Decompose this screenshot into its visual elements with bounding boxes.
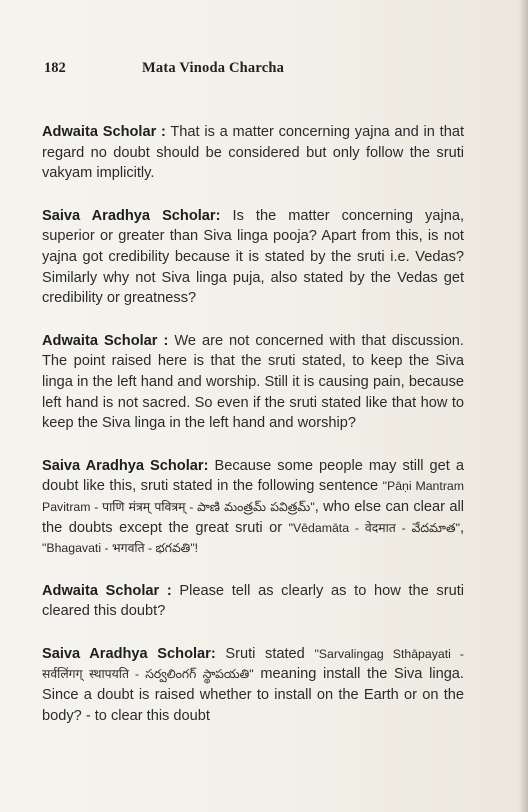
dialogue-paragraph (42, 331, 464, 434)
devanagari-text: सर्वलिंगग् स्थापयति (42, 667, 129, 682)
quote-transliteration: "Sarvalingag Sthāpayati - (314, 646, 464, 661)
speaker-label: Adwaita Scholar : (42, 582, 172, 599)
speaker-label: Saiva Aradhya Scholar: (42, 457, 209, 474)
paragraph-text: , who else can clear all the doubts except the great sruti or (42, 498, 464, 536)
devanagari-text: वेदमात (364, 520, 396, 535)
speaker-label: Adwaita Scholar : (42, 332, 169, 349)
telugu-text: భగవతి (155, 541, 191, 556)
speaker-label: Saiva Aradhya Scholar: (42, 645, 216, 662)
paragraph-text: meaning install the Siva linga. Since a doubt is raised whether to install on the Earth or on the body? - to clear this doubt (42, 666, 464, 724)
quote-end: "! (190, 541, 199, 556)
quote-end: " (249, 667, 254, 682)
separator: - (128, 667, 146, 682)
devanagari-text: पाणि मंत्रम् पवित्रम् (102, 499, 186, 514)
separator: - (185, 499, 198, 514)
separator: - (144, 541, 156, 556)
page-edge-shadow (518, 0, 528, 812)
paragraph-text: That is a matter concerning yajna and in that regard no doubt should be considered but only follow the sruti vakyam implicitly. (42, 124, 465, 182)
running-title: Mata Vinoda Charcha (142, 60, 285, 76)
dialogue-paragraph (42, 122, 464, 184)
paragraph-text: Because some people may still get a doubt like this, sruti stated in the following sentence (42, 457, 464, 495)
telugu-text: వేదమాత (411, 520, 456, 535)
paragraph-text: We are not concerned with that discussion. The point raised here is that the sruti stated, to keep the Siva linga in the left hand and worship. Still it is causing pain, because left hand is not sacred. So even if the sruti stated like that how to keep the Siva linga in the left hand and worship? (42, 332, 464, 432)
separator: , (459, 519, 464, 536)
dialogue-paragraph (42, 456, 464, 559)
telugu-text: సర్వలింగగ్ స్థాపయతి (145, 667, 250, 682)
paragraph-text: Sruti stated (225, 645, 315, 662)
devanagari-text: भगवति (112, 541, 145, 556)
dialogue-paragraph (42, 206, 464, 309)
page-number: 182 (44, 60, 66, 76)
quote-end: " (455, 520, 460, 535)
dialogue-paragraph (42, 644, 464, 726)
speaker-label: Saiva Aradhya Scholar: (42, 207, 221, 224)
body-text (42, 122, 464, 748)
paragraph-text: Please tell as clearly as to how the sruti cleared this doubt? (42, 582, 465, 620)
quote-transliteration: "Vēdamāta - (288, 520, 365, 535)
speaker-label: Adwaita Scholar : (42, 124, 166, 140)
paragraph-text: Is the matter concerning yajna, superior or greater than Siva linga pooja? Apart from this, is not yajna got credibility because it is stated by the sruti i.e. Vedas? Similarly why not Siva linga puja, also stated by the Vedas get credibility or greatness? (42, 207, 464, 307)
separator: - (395, 520, 412, 535)
telugu-text: పాణి మంత్రమ్ పవిత్రమ్ (197, 499, 311, 514)
quote-transliteration: "Bhagavati - (42, 541, 112, 556)
dialogue-paragraph (42, 581, 464, 622)
quote-transliteration: "Pāṇi Mantram Pavitram - (42, 479, 464, 514)
quote-end: " (310, 499, 315, 514)
